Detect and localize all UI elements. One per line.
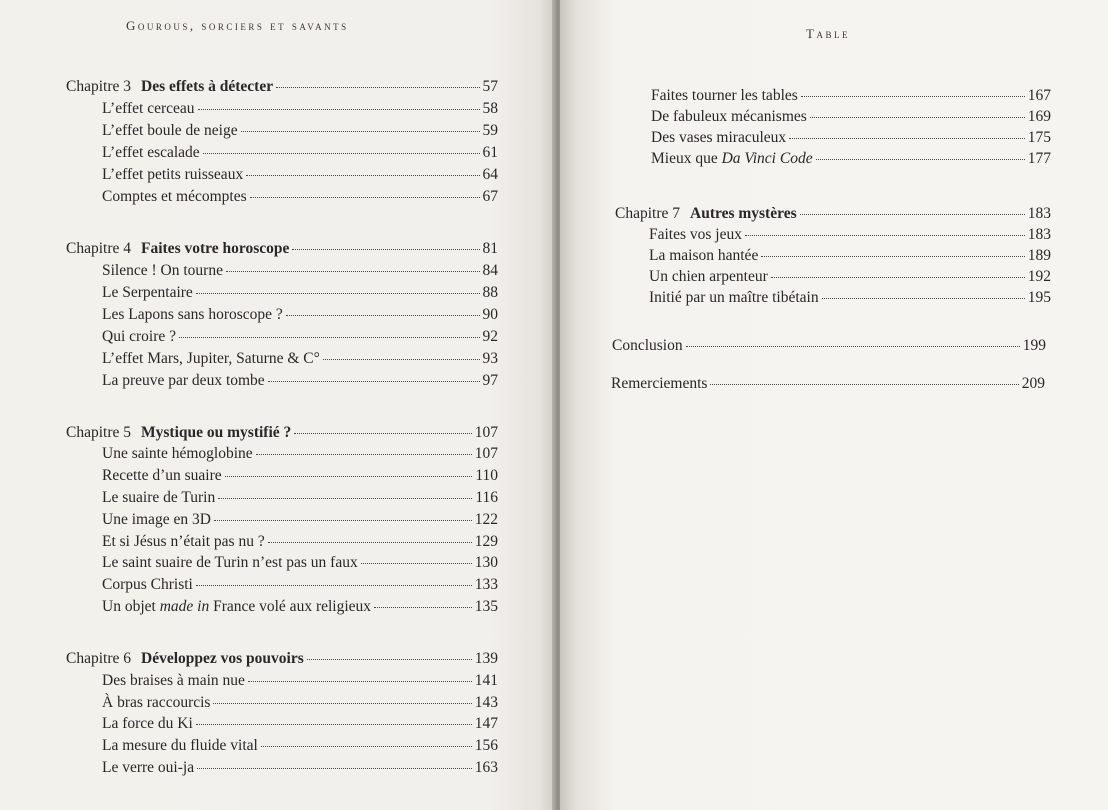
chapter-number: Chapitre 7 bbox=[615, 205, 680, 222]
dot-leader bbox=[196, 293, 480, 294]
dot-leader bbox=[226, 271, 480, 272]
entry-title: Faites tourner les tables bbox=[651, 87, 798, 104]
page-number: 143 bbox=[474, 694, 498, 711]
entry-title: Comptes et mécomptes bbox=[102, 188, 247, 205]
page-number: 177 bbox=[1027, 150, 1051, 167]
dot-leader bbox=[810, 117, 1025, 118]
chapter-number: Chapitre 5 bbox=[66, 424, 131, 441]
toc-entry bbox=[651, 107, 1051, 127]
right-page bbox=[560, 0, 1108, 810]
entry-title: Conclusion bbox=[612, 337, 683, 354]
toc-entry bbox=[649, 246, 1051, 266]
toc-entry bbox=[102, 121, 498, 141]
dot-leader bbox=[816, 159, 1025, 160]
entry-title: L’effet cerceau bbox=[102, 100, 195, 117]
chapter-heading bbox=[66, 77, 498, 97]
chapter-heading bbox=[615, 204, 1051, 224]
entry-title: Le saint suaire de Turin n’est pas un faux bbox=[102, 554, 358, 571]
dot-leader bbox=[179, 337, 479, 338]
page-number: 169 bbox=[1027, 108, 1051, 125]
page-number: 175 bbox=[1027, 129, 1051, 146]
dot-leader bbox=[256, 454, 472, 455]
page-number: 59 bbox=[482, 122, 498, 139]
dot-leader bbox=[686, 346, 1020, 347]
page-number: 116 bbox=[475, 489, 498, 506]
page-number: 97 bbox=[482, 372, 498, 389]
entry-title: La preuve par deux tombe bbox=[102, 372, 265, 389]
page-number: 183 bbox=[1027, 226, 1051, 243]
page-number: 163 bbox=[474, 759, 498, 776]
toc-entry bbox=[102, 466, 498, 486]
entry-title: Recette d’un suaire bbox=[102, 467, 222, 484]
entry-title: De fabuleux mécanismes bbox=[651, 108, 807, 125]
toc-entry bbox=[102, 371, 498, 391]
dot-leader bbox=[198, 109, 480, 110]
dot-leader bbox=[218, 498, 472, 499]
dot-leader bbox=[197, 768, 472, 769]
dot-leader bbox=[761, 256, 1024, 257]
page-number: 139 bbox=[474, 650, 498, 667]
dot-leader bbox=[250, 197, 480, 198]
page-number: 107 bbox=[474, 424, 498, 441]
entry-title: À bras raccourcis bbox=[102, 694, 211, 711]
dot-leader bbox=[789, 138, 1025, 139]
chapter-heading bbox=[66, 239, 498, 259]
chapter-title: Des effets à détecter bbox=[141, 78, 274, 95]
toc-entry bbox=[102, 327, 498, 347]
toc-entry-conclusion bbox=[612, 336, 1046, 356]
entry-title: Des vases miraculeux bbox=[651, 129, 787, 146]
toc-entry bbox=[102, 693, 498, 713]
page-number: 81 bbox=[482, 240, 498, 257]
toc-entry bbox=[102, 187, 498, 207]
page-number: 88 bbox=[482, 284, 498, 301]
entry-title-italic: made in bbox=[159, 598, 210, 615]
page-number: 199 bbox=[1022, 337, 1046, 354]
entry-title: Un chien arpenteur bbox=[649, 268, 768, 285]
toc-entry bbox=[649, 288, 1051, 308]
dot-leader bbox=[248, 681, 472, 682]
toc-entry bbox=[102, 510, 498, 530]
toc-entry bbox=[102, 283, 498, 303]
toc-entry bbox=[102, 143, 498, 163]
dot-leader bbox=[294, 433, 471, 434]
page-number: 189 bbox=[1027, 247, 1051, 264]
dot-leader bbox=[268, 381, 480, 382]
dot-leader bbox=[801, 96, 1025, 97]
dot-leader bbox=[710, 384, 1018, 385]
page-number: 141 bbox=[474, 672, 498, 689]
entry-title: La force du Ki bbox=[102, 715, 193, 732]
toc-entry bbox=[102, 758, 498, 778]
chapter-title: Développez vos pouvoirs bbox=[141, 650, 304, 667]
dot-leader bbox=[800, 214, 1025, 215]
dot-leader bbox=[276, 87, 479, 88]
chapter-number: Chapitre 3 bbox=[66, 78, 131, 95]
chapter-title: Autres mystères bbox=[690, 205, 797, 222]
dot-leader bbox=[241, 131, 480, 132]
page-number: 90 bbox=[482, 306, 498, 323]
page-number: 167 bbox=[1027, 87, 1051, 104]
page-number: 129 bbox=[474, 533, 498, 550]
dot-leader bbox=[203, 153, 480, 154]
toc-entry bbox=[651, 128, 1051, 148]
entry-title: L’effet boule de neige bbox=[102, 122, 238, 139]
toc-entry bbox=[102, 575, 498, 595]
toc-entry bbox=[651, 86, 1051, 106]
chapter-heading bbox=[66, 423, 498, 443]
entry-title: Faites vos jeux bbox=[649, 226, 742, 243]
dot-leader bbox=[771, 277, 1025, 278]
toc-entry bbox=[649, 225, 1051, 245]
entry-title bbox=[102, 597, 371, 617]
dot-leader bbox=[286, 315, 480, 316]
dot-leader bbox=[745, 235, 1025, 236]
page-number: 135 bbox=[474, 598, 498, 615]
page-number: 93 bbox=[482, 350, 498, 367]
toc-entry bbox=[102, 671, 498, 691]
page-number: 147 bbox=[474, 715, 498, 732]
entry-title: Les Lapons sans horoscope ? bbox=[102, 306, 283, 323]
dot-leader bbox=[196, 585, 472, 586]
entry-title: Des braises à main nue bbox=[102, 672, 245, 689]
dot-leader bbox=[374, 607, 472, 608]
entry-title: Le suaire de Turin bbox=[102, 489, 216, 506]
entry-title: Le Serpentaire bbox=[102, 284, 193, 301]
dot-leader bbox=[361, 563, 472, 564]
toc-entry bbox=[102, 532, 498, 552]
toc-entry bbox=[102, 444, 498, 464]
page-number: 61 bbox=[482, 144, 498, 161]
entry-title: Le verre oui-ja bbox=[102, 759, 195, 776]
dot-leader bbox=[225, 476, 473, 477]
chapter-number: Chapitre 6 bbox=[66, 650, 131, 667]
page-number: 107 bbox=[474, 445, 498, 462]
dot-leader bbox=[261, 746, 472, 747]
dot-leader bbox=[214, 520, 472, 521]
toc-entry bbox=[102, 99, 498, 119]
toc-entry bbox=[102, 736, 498, 756]
entry-title: Une image en 3D bbox=[102, 511, 211, 528]
running-head-right: Table bbox=[806, 26, 850, 41]
page-number: 195 bbox=[1027, 289, 1051, 306]
toc-entry bbox=[102, 597, 498, 617]
dot-leader bbox=[213, 703, 471, 704]
entry-title-pre: Mieux que bbox=[651, 150, 722, 167]
page-number: 84 bbox=[482, 262, 498, 279]
entry-title: Qui croire ? bbox=[102, 328, 177, 345]
toc-entry bbox=[102, 305, 498, 325]
running-head-left: Gourous, sorciers et savants bbox=[126, 18, 349, 33]
entry-title: La mesure du fluide vital bbox=[102, 737, 258, 754]
toc-entry bbox=[102, 261, 498, 281]
toc-entry bbox=[102, 488, 498, 508]
page-number: 209 bbox=[1021, 375, 1045, 392]
toc-entry bbox=[102, 349, 498, 369]
dot-leader bbox=[268, 542, 472, 543]
entry-title bbox=[651, 149, 813, 169]
page-number: 92 bbox=[482, 328, 498, 345]
page-number: 64 bbox=[482, 166, 498, 183]
page-number: 122 bbox=[474, 511, 498, 528]
toc-entry bbox=[102, 714, 498, 734]
dot-leader bbox=[822, 298, 1025, 299]
toc-entry bbox=[102, 553, 498, 573]
page-number: 67 bbox=[482, 188, 498, 205]
entry-title: Silence ! On tourne bbox=[102, 262, 223, 279]
page-number: 183 bbox=[1027, 205, 1051, 222]
entry-title: Et si Jésus n’était pas nu ? bbox=[102, 533, 265, 550]
entry-title: La maison hantée bbox=[649, 247, 759, 264]
entry-title: L’effet Mars, Jupiter, Saturne & C° bbox=[102, 350, 320, 367]
chapter-title: Faites votre horoscope bbox=[141, 240, 290, 257]
dot-leader bbox=[292, 249, 479, 250]
dot-leader bbox=[246, 175, 479, 176]
page-number: 58 bbox=[482, 100, 498, 117]
toc-entry bbox=[102, 165, 498, 185]
toc-entry bbox=[649, 267, 1051, 287]
page-number: 130 bbox=[474, 554, 498, 571]
entry-title-italic: Da Vinci Code bbox=[721, 150, 813, 167]
toc-entry bbox=[651, 149, 1051, 169]
dot-leader bbox=[307, 659, 472, 660]
page-number: 133 bbox=[474, 576, 498, 593]
dot-leader bbox=[196, 724, 472, 725]
toc-entry-remerciements bbox=[611, 374, 1045, 394]
chapter-number: Chapitre 4 bbox=[66, 240, 131, 257]
entry-title: L’effet escalade bbox=[102, 144, 200, 161]
page-number: 192 bbox=[1027, 268, 1051, 285]
entry-title: Remerciements bbox=[611, 375, 708, 392]
page-number: 110 bbox=[475, 467, 498, 484]
entry-title: Une sainte hémoglobine bbox=[102, 445, 253, 462]
entry-title: Initié par un maître tibétain bbox=[649, 289, 819, 306]
page-number: 57 bbox=[482, 78, 498, 95]
dot-leader bbox=[323, 359, 480, 360]
entry-title: L’effet petits ruisseaux bbox=[102, 166, 244, 183]
chapter-title: Mystique ou mystifié ? bbox=[141, 424, 292, 441]
chapter-heading bbox=[66, 649, 498, 669]
entry-title-pre: Un objet bbox=[102, 598, 160, 615]
page-number: 156 bbox=[474, 737, 498, 754]
entry-title: Corpus Christi bbox=[102, 576, 193, 593]
entry-title-post: France volé aux religieux bbox=[209, 598, 372, 615]
